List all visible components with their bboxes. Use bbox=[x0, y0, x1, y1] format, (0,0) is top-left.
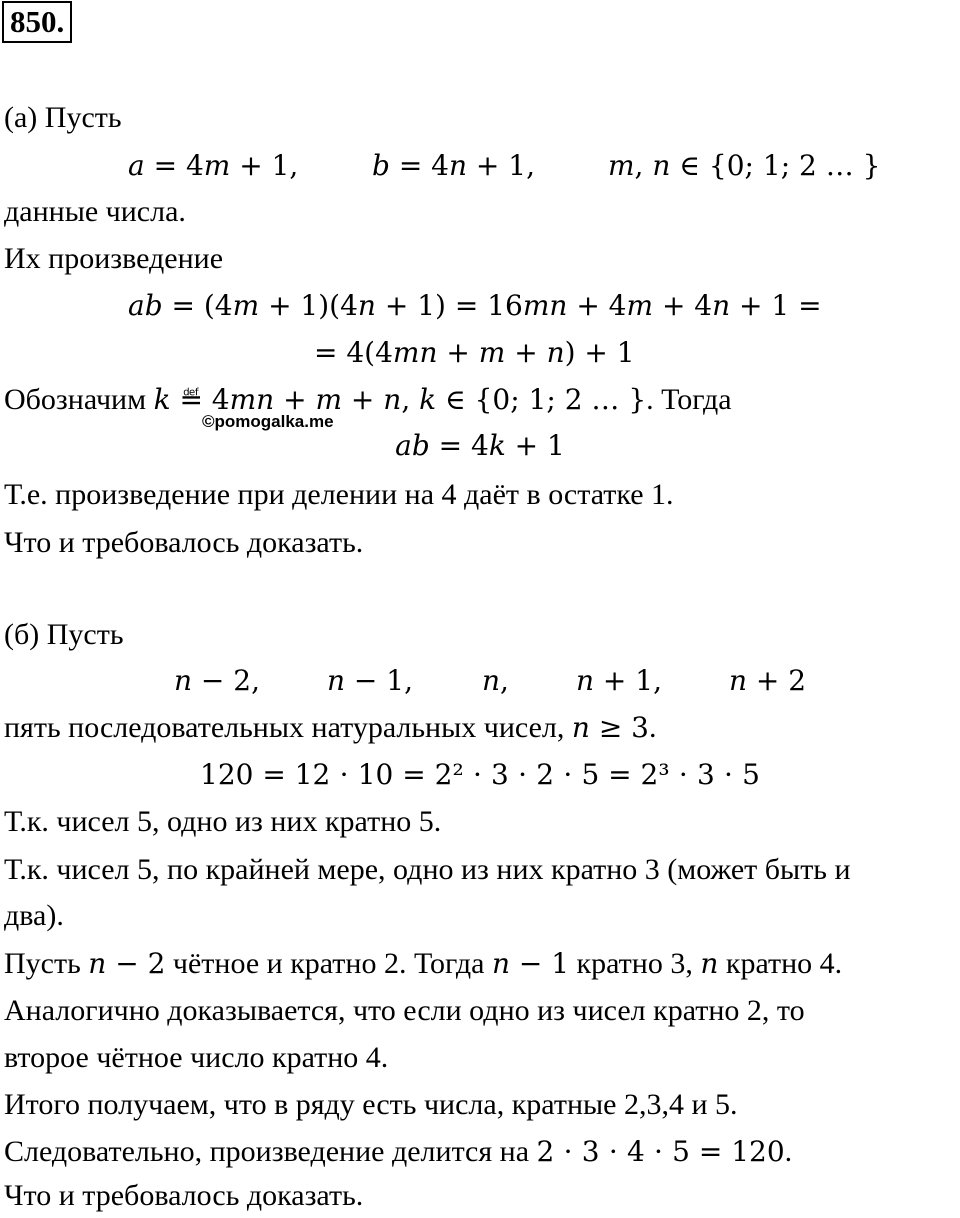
denote-then: . Тогда bbox=[646, 383, 732, 416]
seq-item-4: 𝑛 + 1, bbox=[576, 664, 663, 697]
factorization-formula: 120 = 12 ⋅ 10 = 2² ⋅ 3 ⋅ 2 ⋅ 5 = 2³ ⋅ 3 ⋅ 5 bbox=[200, 758, 760, 791]
problem-number-box: 850. bbox=[2, 1, 72, 43]
line3-math-3: 𝑛 bbox=[700, 947, 719, 980]
line6-math: 2 ⋅ 3 ⋅ 4 ⋅ 5 = 120 bbox=[536, 1135, 785, 1168]
part-b-line-6 bbox=[4, 1130, 792, 1174]
part-b-line-4a: Аналогично доказывается, что если одно из чисел кратно 2, то bbox=[4, 994, 805, 1027]
given-numbers-text: данные числа. bbox=[4, 195, 186, 228]
seq-item-3: 𝑛, bbox=[482, 664, 509, 697]
product-line-2: = 4(4𝑚𝑛 + 𝑚 + 𝑛) + 1 bbox=[314, 336, 635, 369]
line3-math-1: 𝑛 − 2 bbox=[88, 947, 166, 980]
part-a-conclusion: Т.е. произведение при делении на 4 даёт в остатке 1. bbox=[4, 478, 674, 511]
formula-b: 𝑏 = 4𝑛 + 1, bbox=[372, 149, 536, 182]
part-b-line-3 bbox=[4, 942, 842, 986]
line3-text-4: кратно 4. bbox=[725, 947, 843, 980]
part-a-qed: Что и требовалось доказать. bbox=[4, 526, 364, 559]
seq-item-5: 𝑛 + 2 bbox=[729, 664, 807, 697]
line3-text-2: чётное и кратно 2. Тогда bbox=[172, 947, 485, 980]
part-b-line-1: Т.к. чисел 5, одно из них кратно 5. bbox=[4, 805, 442, 838]
denote-line bbox=[4, 378, 732, 422]
seq-item-1: 𝑛 − 2, bbox=[174, 664, 261, 697]
part-b-line-5: Итого получаем, что в ряду есть числа, кратные 2,3,4 и 5. bbox=[4, 1088, 738, 1121]
seq-period: . bbox=[649, 711, 657, 744]
seq-desc-text: пять последовательных натуральных чисел, bbox=[4, 711, 565, 744]
seq-item-2: 𝑛 − 1, bbox=[327, 664, 414, 697]
line6-period: . bbox=[784, 1135, 793, 1168]
line6-text: Следовательно, произведение делится на bbox=[4, 1135, 530, 1168]
part-b-intro: (б) Пусть bbox=[4, 618, 124, 651]
seq-condition: 𝑛 ≥ 3 bbox=[571, 711, 649, 744]
part-b-line-2a: Т.к. чисел 5, по крайней мере, одно из них кратно 3 (может быть и bbox=[4, 853, 851, 886]
product-intro: Их произведение bbox=[4, 242, 224, 275]
product-line-1: 𝑎𝑏 = (4𝑚 + 1)(4𝑛 + 1) = 16𝑚𝑛 + 4𝑚 + 4𝑛 + 1 = bbox=[128, 289, 822, 322]
part-a-intro: (а) Пусть bbox=[4, 101, 122, 134]
line3-text-3: кратно 3, bbox=[576, 947, 693, 980]
watermark: ©pomogalka.me bbox=[202, 412, 334, 431]
part-b-qed: Что и требовалось доказать. bbox=[4, 1179, 364, 1212]
denote-math: 𝑘 ≝ 4𝑚𝑛 + 𝑚 + 𝑛, 𝑘 ∈ {0; 1; 2 … } bbox=[153, 383, 647, 416]
seq-description bbox=[4, 706, 657, 750]
denote-text: Обозначим bbox=[4, 383, 147, 416]
formula-a: 𝑎 = 4𝑚 + 1, bbox=[128, 149, 299, 182]
part-b-line-4b: второе чётное число кратно 4. bbox=[4, 1041, 389, 1074]
line3-math-2: 𝑛 − 1 bbox=[491, 947, 570, 980]
line3-text-1: Пусть bbox=[4, 947, 81, 980]
part-b-line-2b: два). bbox=[4, 899, 64, 932]
formula-domain: 𝑚, 𝑛 ∈ {0; 1; 2 … } bbox=[608, 149, 881, 182]
result-formula: 𝑎𝑏 = 4𝑘 + 1 bbox=[395, 429, 565, 462]
